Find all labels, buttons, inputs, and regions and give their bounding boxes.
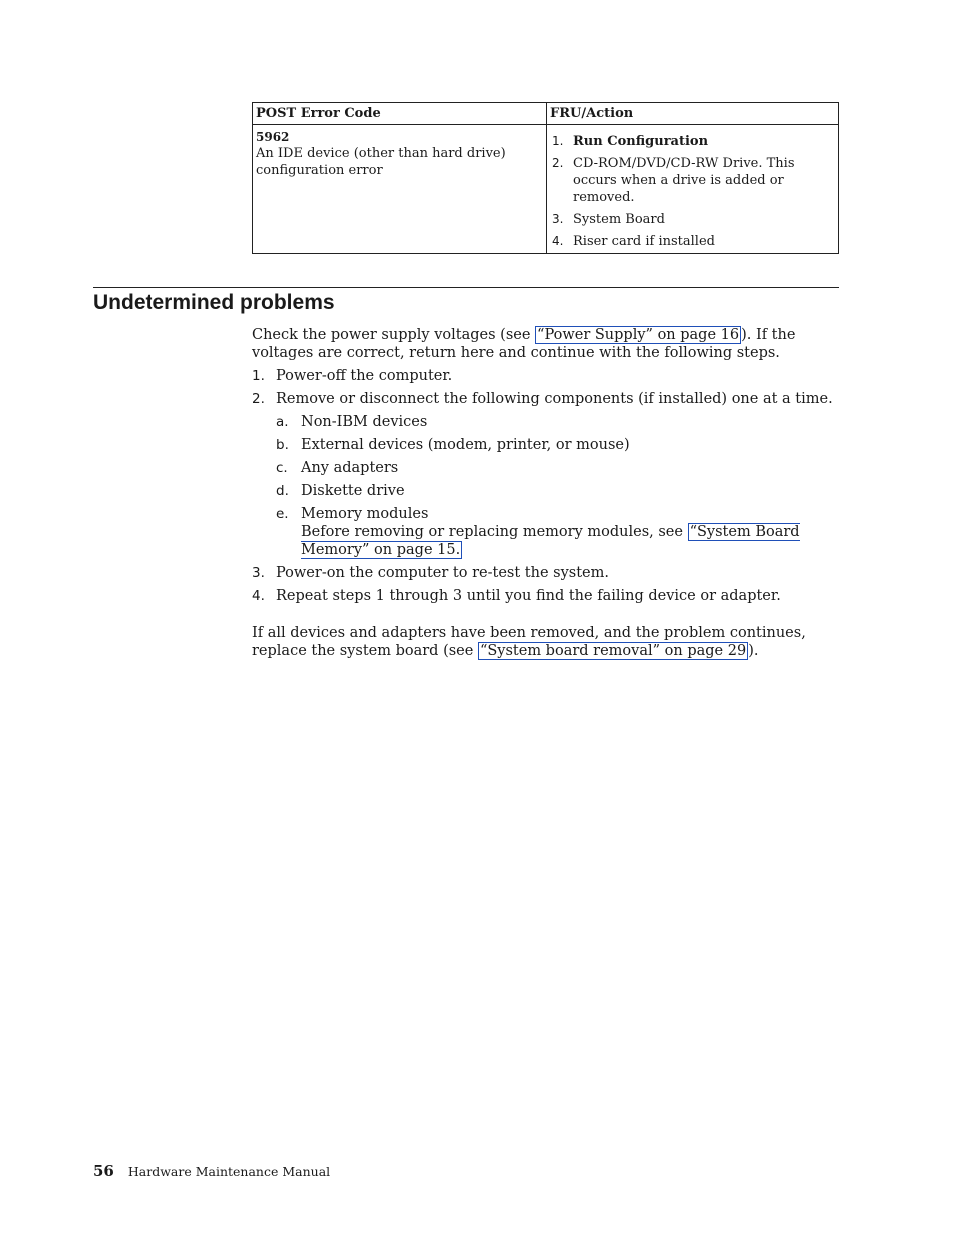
header-fru-action: FRU/Action (550, 106, 634, 121)
fru-action-list (550, 133, 835, 255)
error-description: An IDE device (other than hard drive) configuration error (256, 146, 506, 178)
memory-note (301, 523, 842, 559)
column-divider (546, 103, 547, 253)
closing-text-end: ). (748, 643, 759, 659)
manual-title: Hardware Maintenance Manual (127, 1164, 331, 1179)
substep-item (276, 482, 842, 500)
fru-action-item (550, 155, 835, 206)
fru-action-item (550, 211, 835, 228)
step-number: 3. (252, 565, 265, 581)
substep-letter: c. (276, 460, 288, 476)
fru-action-item (550, 133, 835, 150)
substep-letter: d. (276, 483, 289, 499)
fru-action-number: 2. (552, 156, 564, 170)
fru-action-number: 1. (552, 134, 564, 148)
substep-text: Diskette drive (301, 483, 405, 499)
substep-text: Memory modules (301, 506, 429, 522)
substep-letter: e. (276, 506, 289, 522)
substep-item (276, 436, 842, 454)
substep-text: External devices (modem, printer, or mouse) (301, 437, 630, 453)
substep-text: Non-IBM devices (301, 414, 428, 430)
step-text: Repeat steps 1 through 3 until you find the failing device or adapter. (276, 588, 781, 604)
step-item (252, 587, 842, 605)
post-error-table (252, 102, 839, 254)
fru-action-text: Run Configuration (573, 134, 709, 149)
intro-paragraph (252, 326, 842, 362)
step-number: 4. (252, 588, 265, 604)
step-item (252, 367, 842, 385)
step-number: 1. (252, 368, 265, 384)
error-cell (256, 130, 536, 179)
closing-text: If all devices and adapters have been removed, and the problem continues, replace the system board (see (252, 625, 806, 659)
memory-note-text: Before removing or replacing memory modules, see (301, 524, 688, 540)
substep-text: Any adapters (301, 460, 399, 476)
fru-action-text: CD-ROM/DVD/CD-RW Drive. This occurs when a drive is added or removed. (573, 156, 795, 205)
step-number: 2. (252, 391, 265, 407)
substep-list (276, 413, 842, 559)
section-divider (93, 287, 839, 288)
intro-text: Check the power supply voltages (see (252, 327, 536, 343)
section-title: Undetermined problems (93, 291, 335, 314)
fru-action-text: Riser card if installed (573, 234, 715, 249)
step-text: Power-off the computer. (276, 368, 453, 384)
system-board-memory-link[interactable]: “System Board Memory” on page 15. (301, 524, 800, 558)
intro-text-end: ). If the voltages are correct, return here and continue with the following steps. (252, 327, 796, 361)
step-text: Remove or disconnect the following components (if installed) one at a time. (276, 391, 833, 407)
substep-item (276, 459, 842, 477)
page-number: 56 (93, 1162, 114, 1180)
fru-action-text: System Board (573, 212, 665, 227)
header-post-error-code: POST Error Code (256, 106, 381, 121)
system-board-removal-link[interactable]: “System board removal” on page 29 (479, 643, 747, 659)
substep-letter: a. (276, 414, 289, 430)
step-item (252, 564, 842, 582)
substep-item (276, 413, 842, 431)
fru-action-item (550, 233, 835, 250)
page-footer (93, 1162, 330, 1181)
step-item (252, 390, 842, 559)
fru-action-number: 4. (552, 234, 564, 248)
section-body (252, 326, 842, 660)
substep-item (276, 505, 842, 559)
error-code: 5962 (256, 130, 290, 144)
step-text: Power-on the computer to re-test the system. (276, 565, 609, 581)
fru-action-number: 3. (552, 212, 564, 226)
power-supply-link[interactable]: “Power Supply” on page 16 (537, 327, 740, 343)
substep-letter: b. (276, 437, 289, 453)
closing-paragraph (252, 624, 842, 660)
